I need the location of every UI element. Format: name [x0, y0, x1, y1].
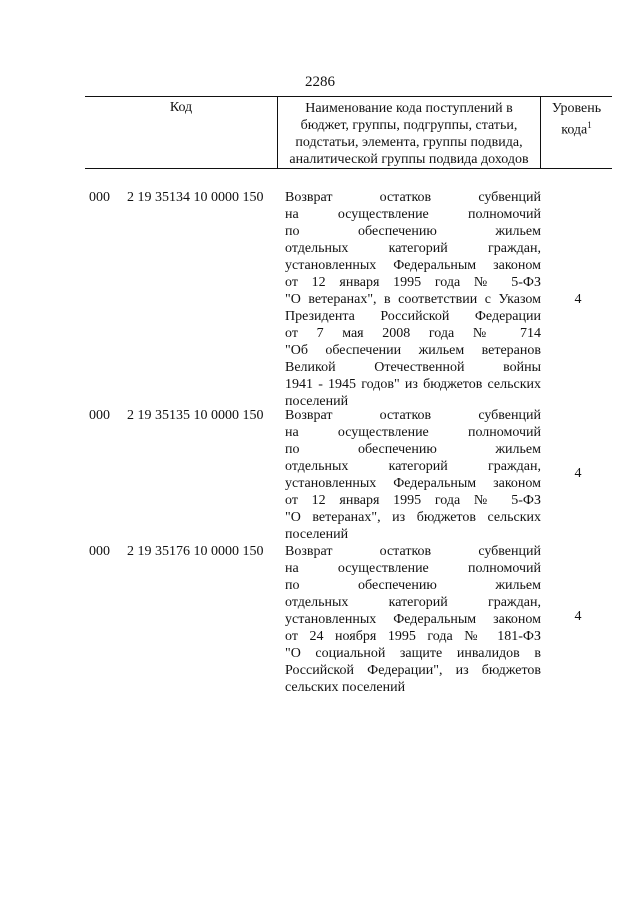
header-name	[278, 97, 541, 168]
header-level	[541, 97, 612, 168]
page-number: 2286	[305, 74, 335, 90]
row-name-line: установленных Федеральным законом	[285, 476, 541, 491]
header-name-line: аналитической группы подвида доходов	[289, 152, 529, 167]
row-name-line: установленных Федеральным законом	[285, 258, 541, 273]
row-name-line: по обеспечению жильем	[285, 224, 541, 239]
row-code: 2 19 35134 10 0000 150	[127, 190, 264, 205]
row-name	[285, 407, 541, 543]
row-name-line: "Об обеспечении жильем ветеранов	[285, 343, 541, 358]
row-level: 4	[574, 292, 582, 307]
row-name-line: отдельных категорий граждан,	[285, 459, 541, 474]
row-name-line: по обеспечению жильем	[285, 578, 541, 593]
header-name-line: бюджет, группы, подгруппы, статьи,	[300, 118, 518, 133]
row-code: 2 19 35176 10 0000 150	[127, 544, 264, 559]
header-code: Код	[85, 97, 278, 168]
header-name-line: Наименование кода поступлений в	[305, 101, 513, 116]
row-prefix: 000	[89, 408, 110, 423]
row-name-line: на осуществление полномочий	[285, 207, 541, 222]
header-level-word: кода	[561, 122, 588, 138]
row-name-line: Президента Российской Федерации	[285, 309, 541, 324]
row-name	[285, 189, 541, 410]
row-name-line: отдельных категорий граждан,	[285, 595, 541, 610]
row-name-line: отдельных категорий граждан,	[285, 241, 541, 256]
row-name-line: Великой Отечественной войны	[285, 360, 541, 375]
header-level-line	[541, 117, 612, 139]
header-name-line: подстатьи, элемента, группы подвида,	[295, 135, 523, 150]
row-level: 4	[574, 466, 582, 481]
row-prefix: 000	[89, 190, 110, 205]
row-prefix: 000	[89, 544, 110, 559]
row-name-line: от 24 ноября 1995 года № 181-ФЗ	[285, 629, 541, 644]
header-level-line: Уровень	[551, 101, 602, 116]
row-name-line: Российской Федерации", из бюджетов	[285, 663, 541, 678]
row-name-line: на осуществление полномочий	[285, 561, 541, 576]
row-name-line: "О социальной защите инвалидов в	[285, 646, 541, 661]
row-name-line: от 12 января 1995 года № 5-ФЗ	[285, 493, 541, 508]
row-name-line: от 12 января 1995 года № 5-ФЗ	[285, 275, 541, 290]
row-name	[285, 543, 541, 696]
row-name-line: Возврат остатков субвенций	[285, 544, 541, 559]
row-name-line: "О ветеранах", из бюджетов сельских	[285, 510, 541, 525]
row-name-line: Возврат остатков субвенций	[285, 190, 541, 205]
row-name-line: сельских поселений	[285, 680, 406, 695]
row-level: 4	[574, 609, 582, 624]
row-name-line: поселений	[285, 394, 349, 409]
row-name-line: Возврат остатков субвенций	[285, 408, 541, 423]
footnote-mark: 1	[587, 120, 592, 130]
row-name-line: 1941 - 1945 годов" из бюджетов сельских	[285, 377, 541, 392]
row-name-line: поселений	[285, 527, 349, 542]
row-code: 2 19 35135 10 0000 150	[127, 408, 264, 423]
table-header	[85, 96, 612, 169]
row-name-line: установленных Федеральным законом	[285, 612, 541, 627]
row-name-line: по обеспечению жильем	[285, 442, 541, 457]
row-name-line: от 7 мая 2008 года № 714	[285, 326, 541, 341]
row-name-line: на осуществление полномочий	[285, 425, 541, 440]
row-name-line: "О ветеранах", в соответствии с Указом	[285, 292, 541, 307]
